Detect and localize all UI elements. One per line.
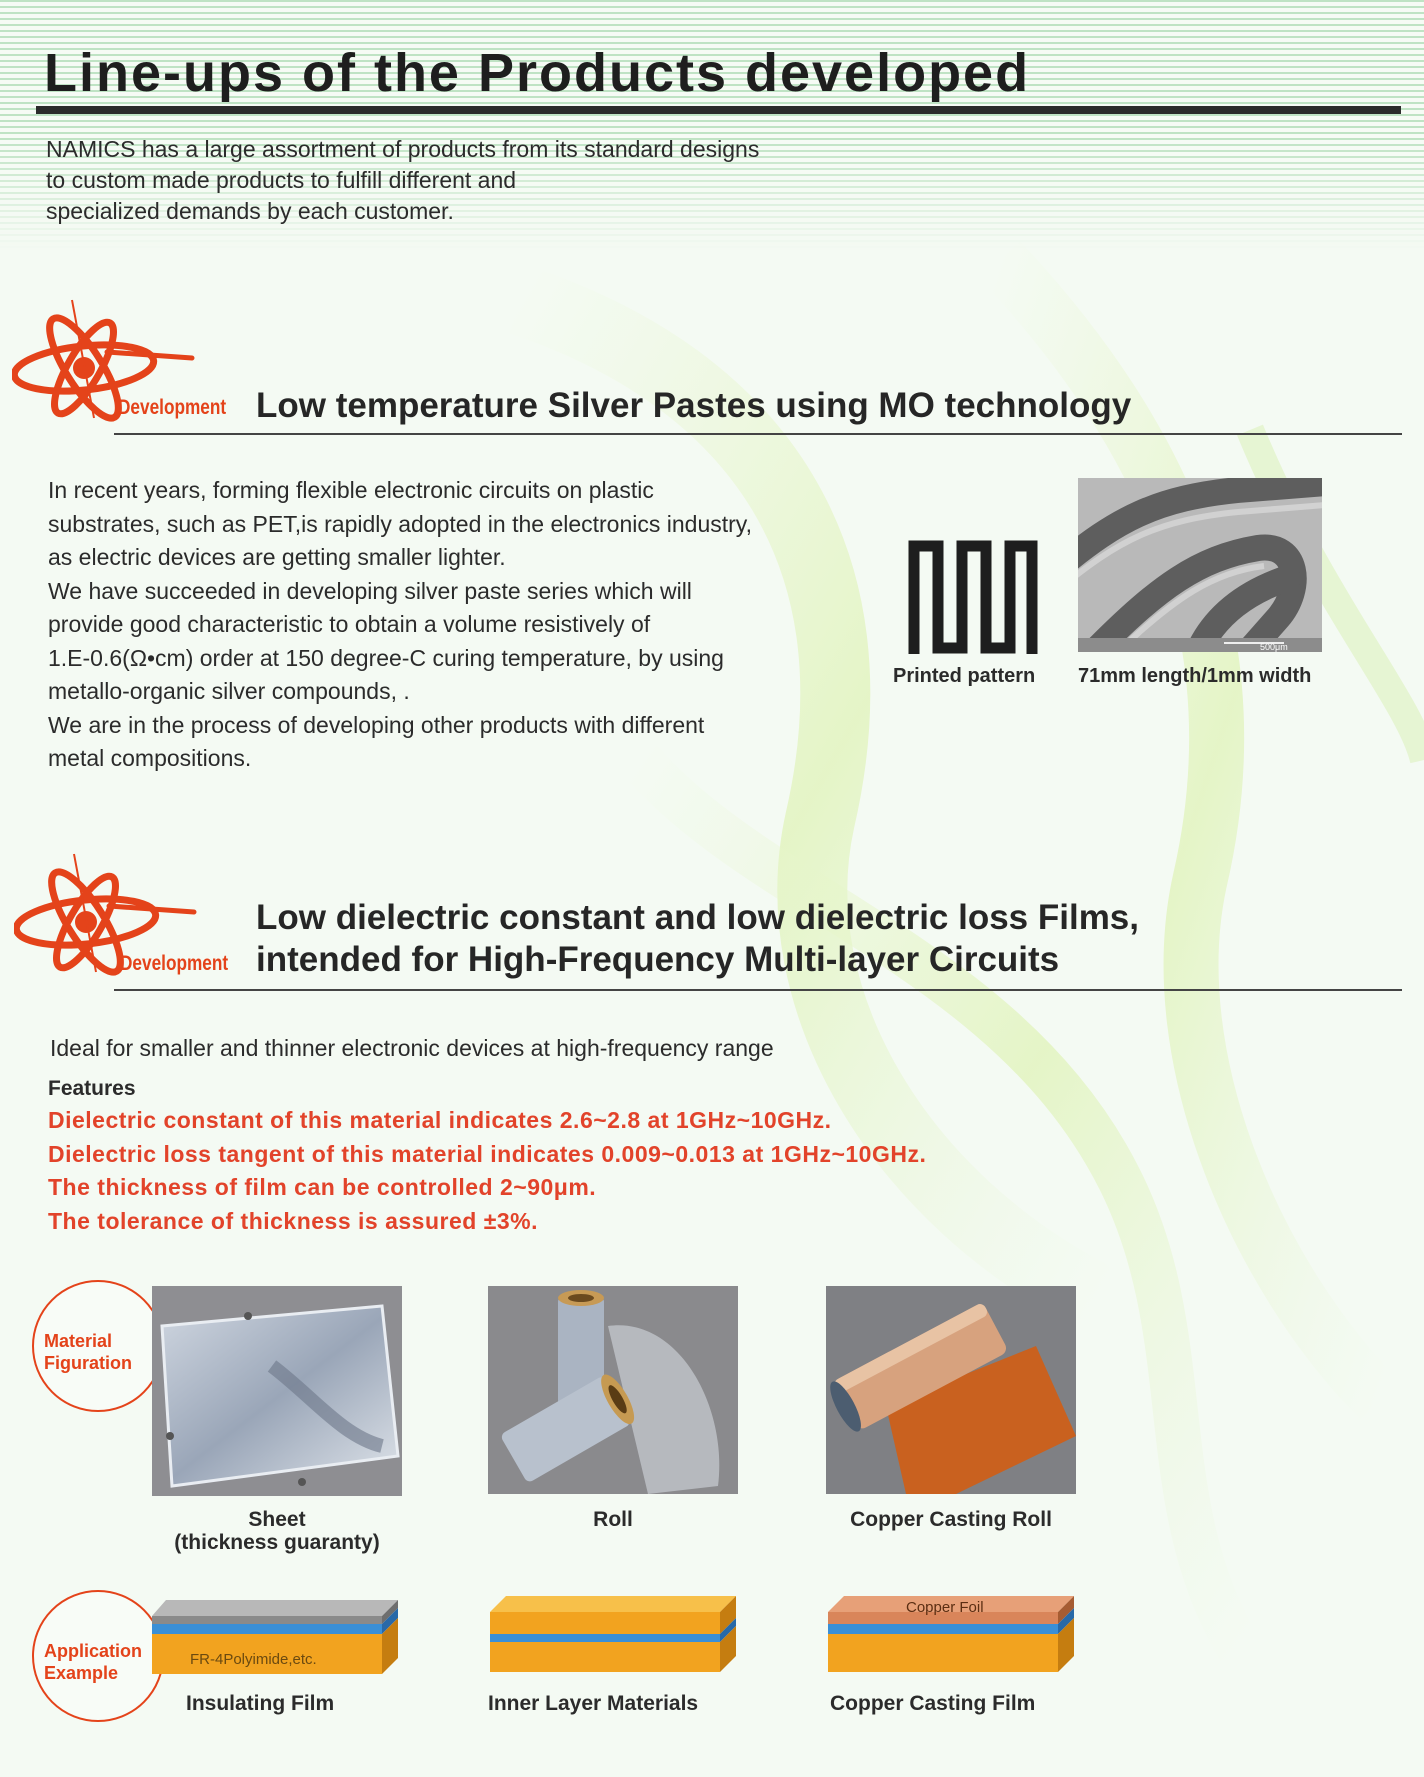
development-badge-label: Development <box>118 396 227 419</box>
copper-casting-roll-photo <box>826 1286 1076 1494</box>
roll-photo <box>488 1286 738 1494</box>
caption-line: Roll <box>593 1508 633 1531</box>
badge-line: Figuration <box>44 1353 132 1373</box>
feature-item: Dielectric loss tangent of this material indicates 0.009~0.013 at 1GHz~10GHz. <box>48 1140 927 1167</box>
inner-layer-materials-diagram <box>490 1594 740 1678</box>
copper-casting-film-caption: Copper Casting Film <box>830 1692 1036 1715</box>
feature-item: The thickness of film can be controlled 2~90μm. <box>48 1174 597 1200</box>
material-figuration-badge <box>32 1280 164 1412</box>
body-line: as electric devices are getting smaller lighter. <box>48 544 506 570</box>
intro-line: specialized demands by each customer. <box>46 198 454 224</box>
sheet-photo <box>152 1286 402 1496</box>
intro-paragraph <box>46 134 896 227</box>
inner-layer-materials-caption: Inner Layer Materials <box>488 1692 699 1715</box>
insulating-film-inner-label: FR-4Polyimide,etc. <box>190 1651 317 1668</box>
badge-line: Example <box>44 1663 119 1683</box>
micrograph-caption: 71mm length/1mm width <box>1078 665 1312 687</box>
title-rule <box>36 106 1401 114</box>
feature-item: The tolerance of thickness is assured ±3%. <box>48 1207 538 1234</box>
badge-line: Application <box>44 1641 142 1661</box>
caption-line: (thickness guaranty) <box>174 1531 380 1554</box>
printed-pattern-figure <box>908 540 1038 654</box>
section2-lead: Ideal for smaller and thinner electronic devices at high-frequency range <box>50 1035 774 1061</box>
features-label: Features <box>48 1077 136 1100</box>
micrograph-image <box>1078 478 1322 652</box>
intro-line: NAMICS has a large assortment of products from its standard designs <box>46 136 760 162</box>
body-line: 1.E-0.6(Ω•cm) order at 150 degree-C curing temperature, by using <box>48 644 724 671</box>
heading-line: Low dielectric constant and low dielectric loss Films, <box>256 898 1139 937</box>
features-list <box>48 1104 926 1238</box>
application-example-badge <box>32 1590 164 1722</box>
scale-bar-label: 500μm <box>1260 642 1288 652</box>
copper-casting-film-diagram <box>828 1594 1078 1678</box>
caption-line: Sheet <box>248 1508 306 1531</box>
body-line: metallo-organic silver compounds, . <box>48 678 410 704</box>
sheet-caption <box>152 1508 402 1554</box>
feature-item: Dielectric constant of this material indicates 2.6~2.8 at 1GHz~10GHz. <box>48 1107 832 1133</box>
printed-pattern-caption: Printed pattern <box>893 665 1036 687</box>
section1-body <box>48 474 888 776</box>
section1-heading: Low temperature Silver Pastes using MO technology <box>256 386 1132 425</box>
copper-foil-label: Copper Foil <box>906 1599 984 1616</box>
insulating-film-caption: Insulating Film <box>186 1692 335 1715</box>
body-line: provide good characteristic to obtain a volume resistively of <box>48 611 651 637</box>
section2-rule <box>114 989 1402 991</box>
roll-caption <box>488 1508 738 1531</box>
badge-line: Material <box>44 1331 113 1351</box>
body-line: substrates, such as PET,is rapidly adopted in the electronics industry, <box>48 510 752 537</box>
caption-line: Copper Casting Roll <box>850 1508 1052 1531</box>
section2-heading <box>256 897 1139 981</box>
development-badge-label: Development <box>120 952 229 975</box>
copper-casting-roll-caption <box>826 1508 1076 1531</box>
body-line: In recent years, forming flexible electronic circuits on plastic <box>48 477 654 503</box>
body-line: We are in the process of developing other products with different <box>48 711 705 738</box>
page-title: Line-ups of the Products developed <box>44 43 1031 103</box>
insulating-film-diagram <box>152 1598 402 1684</box>
body-line: metal compositions. <box>48 745 252 771</box>
heading-line: intended for High-Frequency Multi-layer Circuits <box>256 940 1060 979</box>
intro-line: to custom made products to fulfill different and <box>46 167 517 193</box>
section1-rule <box>114 433 1402 435</box>
body-line: We have succeeded in developing silver paste series which will <box>48 577 692 604</box>
